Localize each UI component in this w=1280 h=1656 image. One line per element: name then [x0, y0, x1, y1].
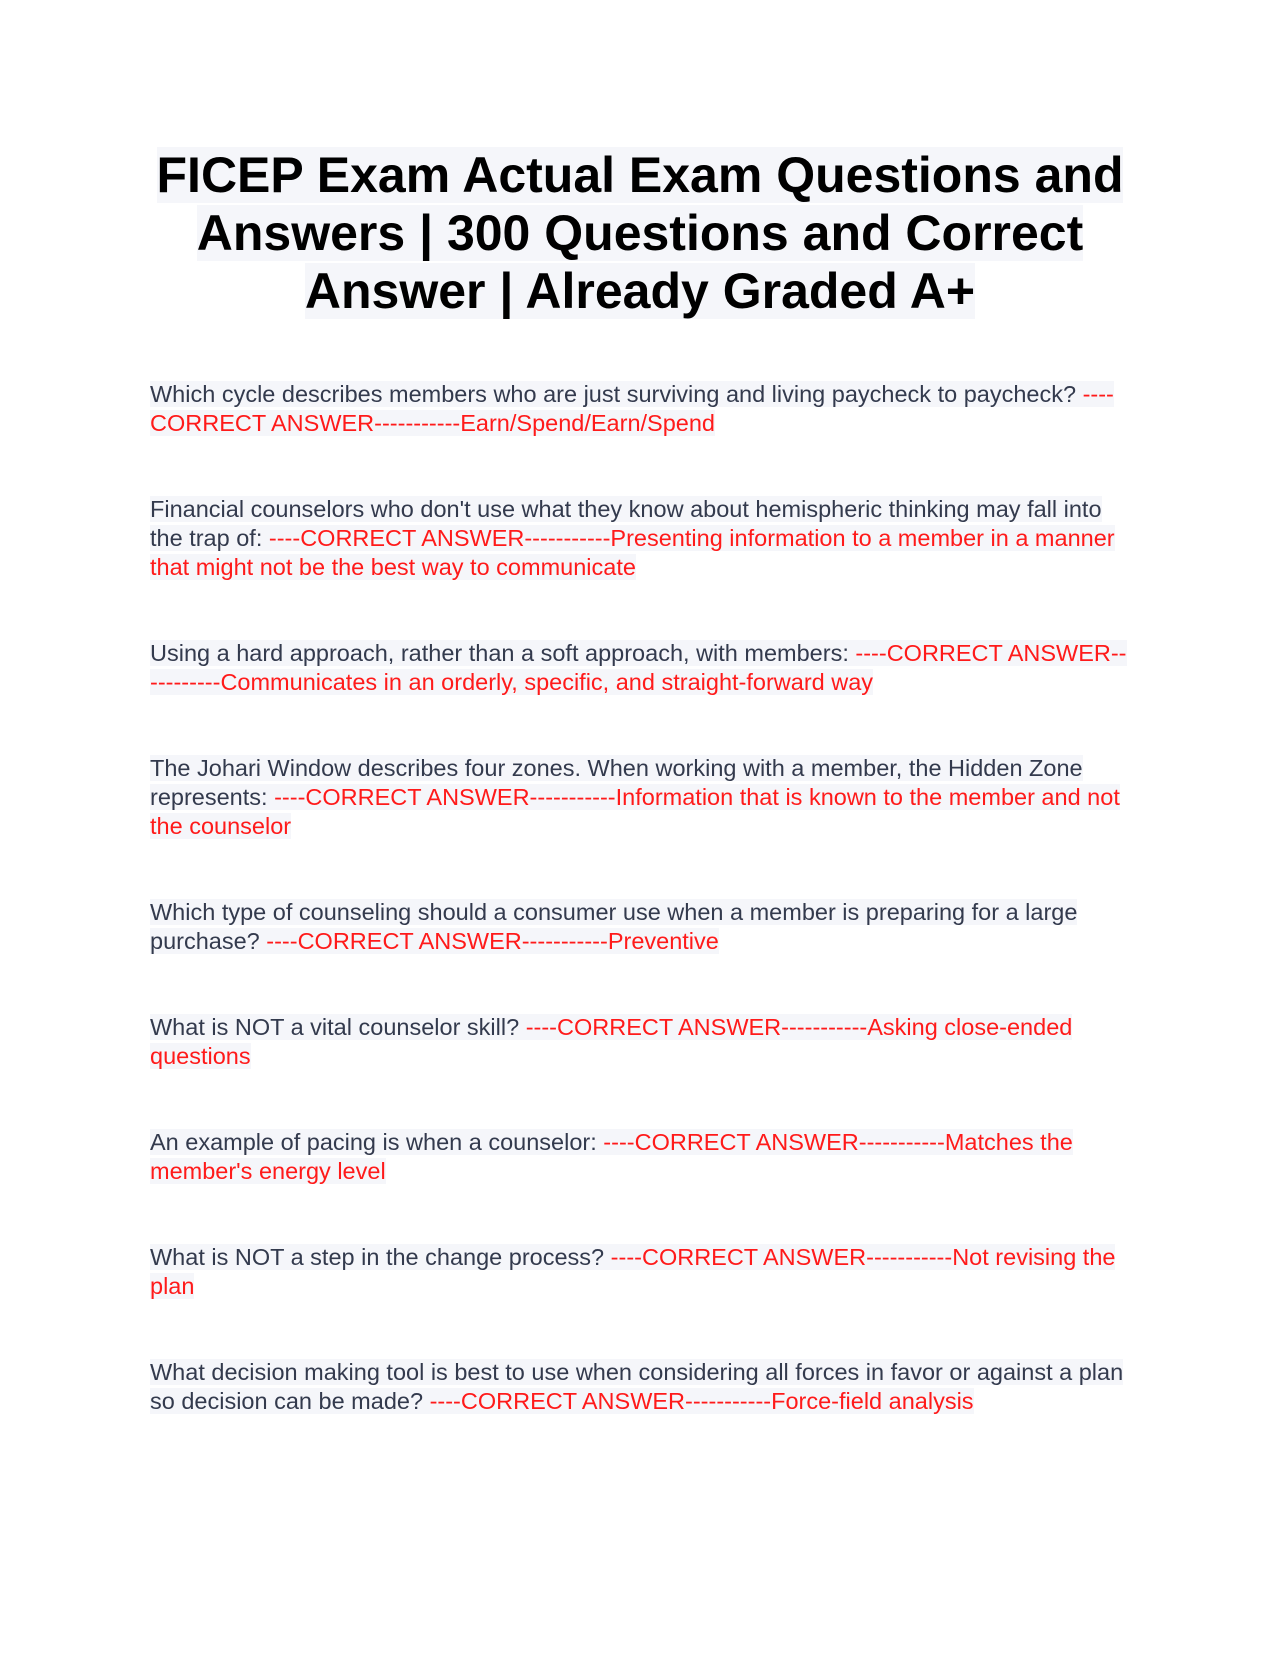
question-text: Which cycle describes members who are just surviving and living paycheck to paycheck? [150, 381, 1077, 407]
answer-value: Earn/Spend/Earn/Spend [460, 410, 716, 436]
answer-prefix: ----CORRECT ANSWER----------- [423, 1388, 772, 1414]
answer-value: Presenting information to a member in a manner that might not be the best way to communicate [150, 525, 1115, 580]
answer-value: Matches the member's energy level [150, 1129, 1073, 1184]
qa-item [150, 754, 1130, 841]
answer-text [150, 525, 1115, 580]
answer-value: Information that is known to the member and not the counselor [150, 784, 1120, 839]
page-title [140, 146, 1140, 320]
question-text: What is NOT a step in the change process? [150, 1244, 605, 1270]
answer-value: Communicates in an orderly, specific, and straight-forward way [220, 669, 874, 695]
qa-item [150, 898, 1130, 956]
question-text: An example of pacing is when a counselor: [150, 1129, 597, 1155]
answer-text [260, 928, 719, 954]
answer-prefix: ----CORRECT ANSWER----------- [262, 525, 611, 551]
answer-prefix: ----CORRECT ANSWER----------- [259, 928, 608, 954]
answer-prefix: ----CORRECT ANSWER----------- [596, 1129, 945, 1155]
question-text: The Johari Window describes four zones. When working with a member, the Hidden Zone represents: [150, 755, 1083, 810]
qa-item [150, 1128, 1130, 1186]
qa-item [150, 639, 1130, 697]
answer-prefix: ----CORRECT ANSWER----------- [519, 1014, 868, 1040]
question-text: Which type of counseling should a consumer use when a member is preparing for a large purchase? [150, 899, 1078, 954]
answer-value: Asking close-ended questions [150, 1014, 1073, 1069]
answer-value: Not revising the plan [150, 1244, 1116, 1299]
answer-text [423, 1388, 974, 1414]
qa-item [150, 1358, 1130, 1416]
answer-text [150, 784, 1120, 839]
answer-prefix: ----CORRECT ANSWER----------- [267, 784, 616, 810]
answer-value: Preventive [607, 928, 719, 954]
qa-item [150, 1243, 1130, 1301]
answer-prefix: ----CORRECT ANSWER----------- [150, 381, 1114, 436]
page-title-text: FICEP Exam Actual Exam Questions and Answers | 300 Questions and Correct Answer | Already Graded A+ [156, 147, 1124, 319]
answer-value: Force-field analysis [771, 1388, 974, 1414]
question-text: What is NOT a vital counselor skill? [150, 1014, 520, 1040]
qa-item [150, 1013, 1130, 1071]
qa-item [150, 495, 1130, 582]
question-text: Financial counselors who don't use what they know about hemispheric thinking may fall into the trap of: [150, 496, 1102, 551]
qa-item [150, 380, 1130, 438]
question-text: What decision making tool is best to use when considering all forces in favor or against a plan so decision can be made? [150, 1359, 1124, 1414]
answer-prefix: ----CORRECT ANSWER----------- [150, 640, 1127, 695]
qa-list [150, 380, 1130, 1473]
answer-prefix: ----CORRECT ANSWER----------- [604, 1244, 953, 1270]
question-text: Using a hard approach, rather than a soft approach, with members: [150, 640, 849, 666]
